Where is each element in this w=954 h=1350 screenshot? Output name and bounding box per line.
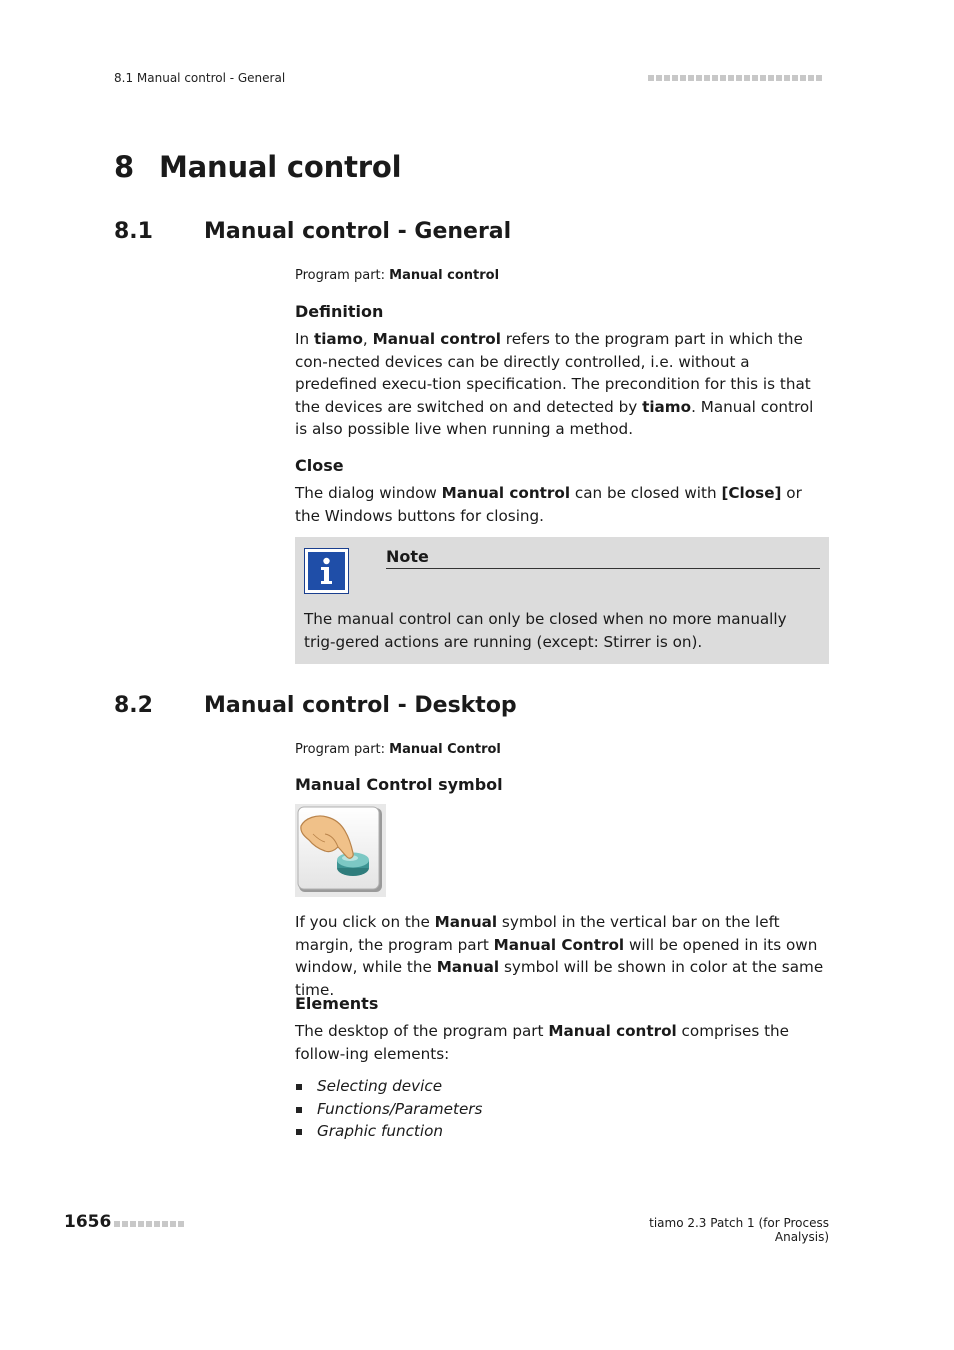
- program-part-line: Program part: Manual Control: [295, 742, 501, 757]
- elements-heading: Elements: [295, 994, 379, 1013]
- close-heading: Close: [295, 456, 344, 475]
- note-text: The manual control can only be closed when no more manually trig-gered actions are running (except: Stirrer is on).: [304, 610, 787, 651]
- symbol-paragraph: If you click on the Manual symbol in the vertical bar on the left margin, the program part Manual Control will be opened in its own window, while the Manual symbol will be shown in color at the same time.: [295, 913, 824, 999]
- program-part-value: Manual control: [389, 268, 500, 283]
- footer-product: tiamo 2.3 Patch 1 (for Process Analysis): [649, 1216, 829, 1244]
- footer-decoration: [114, 1221, 184, 1227]
- close-paragraph: The dialog window Manual control can be closed with [Close] or the Windows buttons for closing.: [295, 484, 802, 525]
- section-number: 8.2: [114, 693, 153, 718]
- elements-paragraph: The desktop of the program part Manual control comprises the follow-ing elements:: [295, 1022, 790, 1063]
- header-decoration: [648, 75, 822, 81]
- section-number: 8.1: [114, 219, 153, 244]
- program-part-value: Manual Control: [389, 742, 501, 757]
- note-title: Note: [386, 547, 820, 569]
- definition-heading: Definition: [295, 302, 384, 321]
- section-title: Manual control - Desktop: [204, 693, 517, 718]
- symbol-heading: Manual Control symbol: [295, 775, 503, 794]
- note-box: [295, 537, 829, 664]
- chapter-heading: [114, 150, 401, 184]
- list-item: Selecting device: [295, 1075, 795, 1098]
- chapter-number: 8: [114, 150, 134, 184]
- elements-list: [295, 1075, 795, 1143]
- hand-pressing-button-icon: [295, 804, 386, 897]
- chapter-title: Manual control: [159, 150, 402, 184]
- section-title: Manual control - General: [204, 219, 512, 244]
- section-heading-8-2: [114, 693, 517, 718]
- section-heading-8-1: [114, 219, 511, 244]
- list-item: Functions/Parameters: [295, 1098, 795, 1121]
- list-item: Graphic function: [295, 1120, 795, 1143]
- definition-paragraph: In tiamo, Manual control refers to the program part in which the con-nected devices can be directly controlled, i.e. without a predefined execu-tion specification. The precondition for this is that the devices are switched on and detected by tiamo. Manual control is also possible live when running a method.: [295, 330, 814, 438]
- program-part-line: Program part: Manual control: [295, 268, 500, 283]
- page-number: 1656: [64, 1212, 112, 1232]
- info-icon: [304, 548, 349, 594]
- running-header: 8.1 Manual control - General: [114, 71, 286, 85]
